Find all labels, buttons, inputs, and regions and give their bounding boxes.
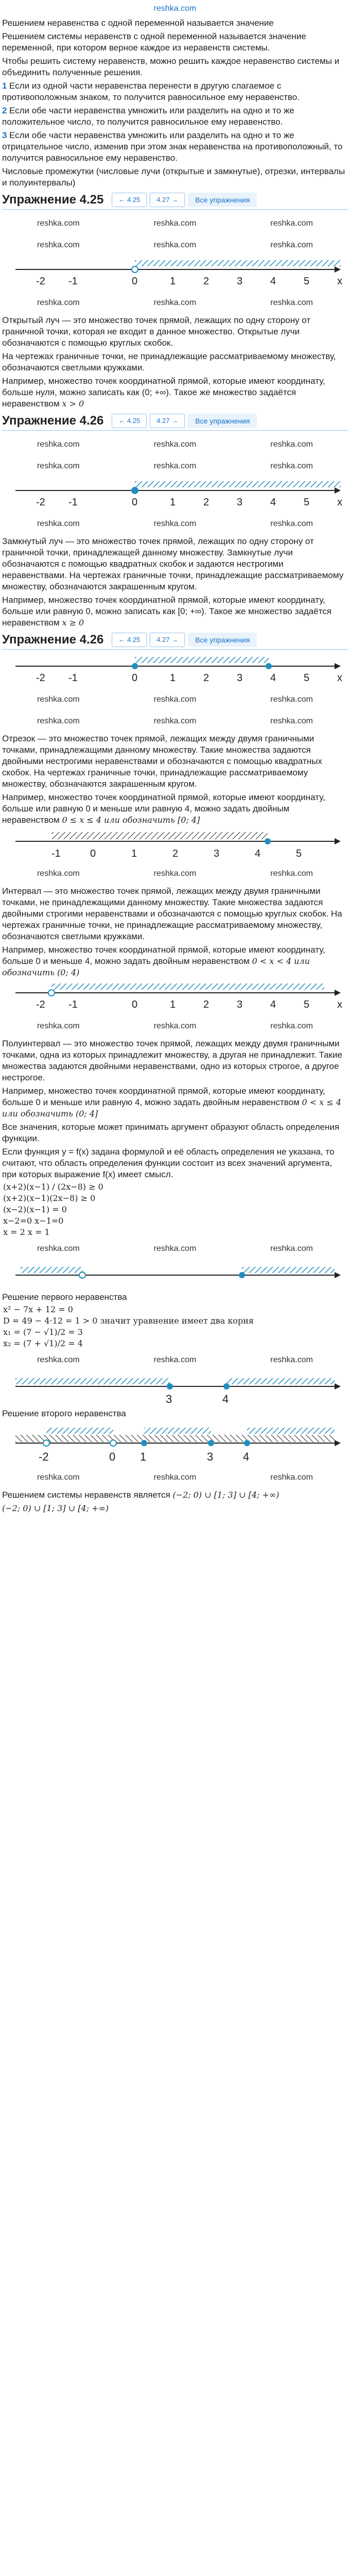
tick-label: 2 [203,276,209,287]
tick-label: 2 [172,848,179,859]
axis-arrow [335,487,341,494]
open-point [132,266,138,273]
number-line-second-solution [0,1371,350,1407]
tick-label: -2 [36,497,45,508]
watermark-row: reshka.com reshka.com reshka.com [37,869,313,878]
divider [2,649,348,650]
axis-arrow [335,990,341,996]
open-point [79,1272,85,1278]
all-exercises-button[interactable]: Все упражнения [188,633,257,647]
tick-label: 5 [296,848,302,859]
closed-point [266,663,272,669]
axis-x-label: x [337,276,342,287]
tick-label: 0 [132,497,138,508]
tick-label: 1 [170,497,176,508]
divider [2,430,348,431]
exercise-nav [112,193,257,207]
watermark-row: reshka.com reshka.com reshka.com [37,241,313,249]
tick-label: 4 [270,672,276,684]
formula-line: (x−2)(x−1) = 0 [3,1205,67,1214]
text-interval: Интервал — это множество точек прямой, лежащих между двумя граничными точками, не принадлежащими данному множеству. Такие множества задаются двойными строгими неравенствами и обозначаются с помощью круглых скобок. На чертежах граничные точки, не принадлежащие рассматриваемому множеству, обозначаются светлыми кружками. [2,886,342,941]
tick-label: 2 [203,999,209,1010]
exercise-header-425 [0,190,350,208]
hatched-region [15,1435,335,1442]
number-line-segment-2 [0,827,350,863]
tick-label: 3 [237,672,243,684]
hatched-region [135,657,269,663]
tick-label: 0 [90,848,96,859]
text-open-ray: Открытый луч — это множество точек прямой, лежащих по одну сторону от граничной точки, которая не входит в данное множество. Открытые лучи обозначаются с помощью круглых скобок. [2,315,311,348]
tick-label: 1 [170,276,176,287]
tick-label: 1 [131,848,137,859]
hatched-region [135,260,341,266]
closed-point [223,1383,230,1389]
axis-arrow [335,1272,341,1278]
tick-label: -1 [68,497,78,508]
axis-x-label: x [337,672,342,684]
hatched-region [144,1428,211,1434]
tick-label: 1 [170,672,176,684]
tick-label: 3 [237,276,243,287]
text-half-ex: Например, множество точек координатной прямой, которые имеют координату, больше 0 и меньше или равную 4, можно задать двойным неравенством 0 < x ≤ 4 или обозначить (0; 4] [2,1086,342,1118]
watermark-row: reshka.com reshka.com reshka.com [37,440,313,449]
tick-label: -1 [51,848,61,859]
tick-label: 1 [140,1450,147,1463]
hatched-region [51,832,268,839]
watermark-row: reshka.com reshka.com reshka.com [37,1355,313,1364]
tick-label: 3 [214,848,220,859]
number-line-segment [0,653,350,689]
exercise-header-426 [0,411,350,429]
watermark-row: reshka.com reshka.com reshka.com [37,1473,313,1482]
watermark-row: reshka.com reshka.com reshka.com [37,298,313,307]
rule-1: 1 Если из одной части неравенства перенести в другую слагаемое с противоположным знаком, то получится равносильное ему неравенство. [2,81,300,102]
divider [2,209,348,210]
tick-label: 3 [237,999,243,1010]
intro-p4: Числовые промежутки (числовые лучи (открытые и замкнутые), отрезки, интервалы и полуинтервалы) [2,166,345,188]
final-text: Решением системы неравенств является (−2; 0) ∪ [1; 3] ∪ [4; +∞) [2,1490,279,1500]
tick-label: 4 [270,276,276,287]
tick-label: 0 [132,672,138,684]
number-line-system-solution [0,1420,350,1467]
exercise-title: Упражнение 4.26 [2,633,104,647]
closed-point [132,663,138,669]
intro-p2: Решением системы неравенств с одной переменной называется значение переменной, при котором верное каждое из неравенств системы. [2,31,306,53]
open-point [48,990,55,996]
final-answer: (−2; 0) ∪ [1; 3] ∪ [4; +∞) [172,1490,279,1500]
exercise-title: Упражнение 4.26 [2,414,104,428]
hatched-region [51,984,324,990]
text-segment-ex: Например, множество точек координатной прямой, которые имеют координату, больше или равную 0 и меньше или равную 4, можно задать двойным неравенством 0 ≤ x ≤ 4 или обозначить [0; 4] [2,792,325,825]
hatched-region [135,481,341,487]
next-exercise-button[interactable]: 4.27 → [150,193,185,207]
formula-line: (x+2)(x−1)(2x−8) ≥ 0 [3,1193,96,1203]
next-exercise-button[interactable]: 4.27 → [150,414,185,428]
final-answer-repeat: (−2; 0) ∪ [1; 3] ∪ [4; +∞) [2,1503,109,1513]
tick-label: 3 [237,497,243,508]
open-point [43,1440,49,1446]
formula-block [0,1181,350,1238]
tick-label: -2 [39,1450,49,1463]
tick-label: 0 [109,1450,116,1463]
axis-arrow [335,1383,341,1389]
tick-label: 2 [203,497,209,508]
tick-label: 4 [270,497,276,508]
number-line-closed-ray [0,477,350,513]
tick-label: -1 [68,999,78,1010]
text-segment: Отрезок — это множество точек прямой, лежащих между двумя граничными точками, принадлежащими данному множеству. Такие множества задаются двойными нестрогими неравенствами и обозначаются с помощью квадратных скобок. На чертежах граничные точки, принадлежащие рассматриваемому множеству, обозначаются закрашенным кругом. [2,734,322,789]
axis-arrow [335,266,341,273]
exercise-nav [112,633,257,647]
tick-label: 2 [203,672,209,684]
text-domain-2: Если функция y = f(x) задана формулой и её область определения не указана, то считают, что область определения функции состоит из всех значений аргумента, при которых выражение f(x) имеет смысл. [2,1147,335,1179]
second-ineq-solution: Решение второго неравенства [2,1409,126,1418]
text-closed-ray-ex: Например, множество точек координатной прямой, которые имеют координату, больше или равную 0, можно записать как [0; +∞). Такое же множество задаётся неравенством x ≥ 0 [2,595,331,628]
prev-exercise-button[interactable]: ← 4.25 [112,414,147,428]
number-line-interval [0,979,350,1015]
exercise-title: Упражнение 4.25 [2,193,104,207]
axis-arrow [335,1440,341,1446]
tick-label: 0 [132,999,138,1010]
axis-arrow [335,663,341,669]
open-point [110,1440,116,1446]
tick-label: -1 [68,276,78,287]
rule-2: 2 Если обе части неравенства умножить или разделить на одно и то же положительное число, то получится равносильное ему неравенство. [2,106,294,127]
tick-label: -1 [68,672,78,684]
closed-point [132,487,138,494]
first-ineq-solution: Решение первого неравенства [2,1292,127,1302]
intro-p1: Решением неравенства с одной переменной называется значение [2,18,274,28]
text-open-ray-ex: Например, множество точек координатной прямой, которые имеют координату, больше нуля, можно записать как (0; +∞). Такое же множество задаётся неравенством x > 0 [2,376,325,409]
tick-label: 3 [166,1393,172,1405]
all-exercises-button[interactable]: Все упражнения [188,414,257,428]
tick-label: 0 [132,276,138,287]
watermark-row: reshka.com reshka.com reshka.com [37,1022,313,1030]
axis-x-label: x [337,497,342,508]
tick-label: 4 [222,1393,229,1405]
number-line-open-ray [0,256,350,292]
formula-line: (x+2)(x−1) / (2x−8) ≥ 0 [3,1182,103,1192]
axis-arrow [335,838,341,844]
tick-label: -2 [36,276,45,287]
text-closed-ray: Замкнутый луч — это множество точек прямой, лежащих по одну сторону от граничной точки, принадлежащей данному множеству. Замкнутые лучи обозначаются с помощью квадратных скобок и задаются нестрогими неравенствами. На чертежах граничные точки, принадлежащие рассматриваемому множеству, обозначаются закрашенным кругом. [2,536,344,591]
tick-label: 1 [170,999,176,1010]
prev-exercise-button[interactable]: ← 4.25 [112,193,147,207]
next-exercise-button[interactable]: 4.27 → [150,633,185,647]
watermark-row: reshka.com reshka.com reshka.com [37,519,313,528]
text-interval-ex: Например, множество точек координатной прямой, которые имеют координату, больше 0 и меньше 4, можно задать двойным неравенством 0 < x < 4 или обозначить (0; 4) [2,945,325,977]
text-domain: Все значения, которые может принимать аргумент образуют область определения функции. [2,1122,340,1143]
closed-point [265,838,271,844]
quadratic-block [0,1304,350,1349]
number-line-first-solution [0,1260,350,1291]
all-exercises-button[interactable]: Все упражнения [188,193,257,207]
tick-label: 5 [304,497,310,508]
intro-p3: Чтобы решить систему неравенств, можно решить каждое неравенство системы и объединить полученные решения. [2,56,340,77]
exercise-nav [112,414,257,428]
formula-line: x² − 7x + 12 = 0 [3,1304,73,1314]
watermark-row: reshka.com reshka.com reshka.com [37,717,313,725]
watermark-row: reshka.com reshka.com reshka.com [37,1244,313,1253]
site-header[interactable]: reshka.com [153,4,197,13]
watermark-row: reshka.com reshka.com reshka.com [37,462,313,470]
tick-label: -2 [36,672,45,684]
hatched-region [21,1267,82,1273]
formula-line: x₁ = (7 − √1)/2 = 3 [3,1327,83,1337]
closed-point [208,1440,214,1446]
formula-line: x−2=0 x−1=0 [3,1216,64,1226]
closed-point [167,1383,173,1389]
text-half: Полуинтервал — это множество точек прямой, лежащих между двумя граничными точками, одна из которых принадлежит множеству, а другая не принадлежит. Такие множества задаются двойными неравенствами, одно из которых строгое, а другое нестрогое. [2,1039,342,1082]
watermark-row: reshka.com reshka.com reshka.com [37,695,313,704]
axis-x-label: x [337,999,342,1010]
tick-label: 4 [243,1450,250,1463]
tick-label: 4 [270,999,276,1010]
tick-label: -2 [36,999,45,1010]
exercise-header-427 [0,630,350,648]
hatched-region [247,1428,335,1434]
formula-line: x₂ = (7 + √1)/2 = 4 [3,1338,83,1348]
tick-label: 4 [255,848,261,859]
rule-3: 3 Если обе части неравенства умножить или разделить на одно и то же отрицательное число, изменив при этом знак неравенства на противоположный, то получится равносильное ему неравенство. [2,130,343,163]
closed-point [239,1272,245,1278]
tick-label: 5 [304,276,310,287]
prev-exercise-button[interactable]: ← 4.25 [112,633,147,647]
hatched-region [46,1428,113,1434]
formula-line: x = 2 x = 1 [3,1227,50,1237]
tick-label: 5 [304,672,310,684]
tick-label: 3 [207,1450,214,1463]
watermark-row: reshka.com reshka.com reshka.com [37,219,313,228]
closed-point [244,1440,250,1446]
text-open-ray-2: На чертежах граничные точки, не принадлежащие рассматриваемому множеству, обозначаются светлыми кружками. [2,351,336,372]
tick-label: 5 [304,999,310,1010]
hatched-region [226,1378,335,1384]
hatched-region [15,1378,170,1384]
formula-line: D = 49 − 4·12 = 1 > 0 значит уравнение имеет два корня [3,1316,254,1326]
closed-point [141,1440,147,1446]
hatched-region [242,1267,335,1273]
